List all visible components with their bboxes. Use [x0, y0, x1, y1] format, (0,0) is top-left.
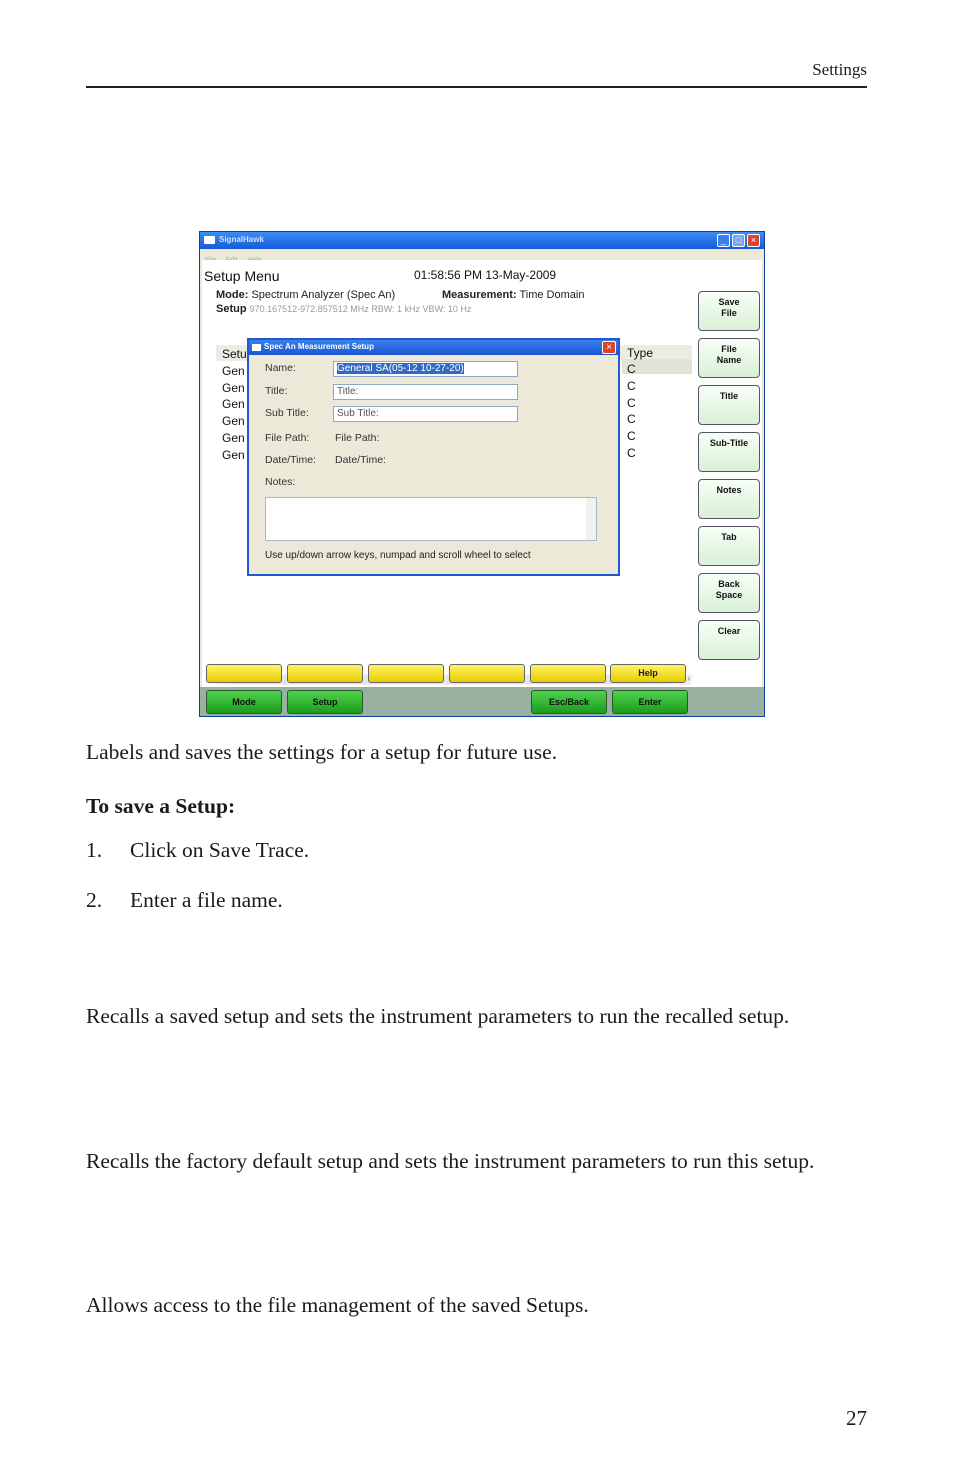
mode-label: Mode: [216, 289, 249, 301]
file-management-description: Allows access to the file management of the saved Setups. [86, 1293, 589, 1317]
dialog-icon [252, 344, 261, 351]
date-time-value: Date/Time: [335, 454, 386, 466]
soft-button-3[interactable] [368, 664, 444, 683]
dialog-close-icon[interactable]: × [602, 341, 616, 354]
menu-bar [200, 249, 764, 260]
type-cell: C [627, 412, 636, 427]
softkey-label-1: Clear [717, 626, 741, 636]
clock: 01:58:56 PM 13-May-2009 [414, 268, 557, 282]
dialog-hint: Use up/down arrow keys, numpad and scroll wheel to select [265, 550, 531, 561]
softkey-label-2: File [721, 308, 737, 318]
soft-button-2[interactable] [287, 664, 363, 683]
notes-scrollbar[interactable] [586, 498, 596, 540]
default-description: Recalls the factory default setup and sets the instrument parameters to run this setup. [86, 1149, 815, 1173]
save-description: Labels and saves the settings for a setup for future use. [86, 740, 558, 764]
file-path-value: File Path: [335, 432, 380, 444]
softkey-label-1: File [721, 344, 737, 354]
type-cell: C [627, 362, 636, 376]
setup-button[interactable]: Setup [287, 690, 363, 714]
recall-description: Recalls a saved setup and sets the instrument parameters to run the recalled setup. [86, 1004, 790, 1028]
title-field[interactable]: Title: [333, 384, 518, 400]
step-1 [86, 836, 866, 865]
softkey-label-1: Save [718, 297, 740, 307]
measurement-setup-dialog [247, 338, 620, 576]
window-titlebar [200, 232, 764, 249]
softkey-label-1: Sub-Title [709, 438, 749, 448]
clear-button[interactable] [698, 620, 760, 660]
mode-line [216, 289, 395, 301]
type-cell: C [627, 378, 636, 393]
step-2 [86, 886, 866, 915]
tab-button[interactable] [698, 526, 760, 566]
section-title: Settings [812, 60, 867, 79]
save-file-button[interactable] [698, 291, 760, 331]
softkey-label-1: Title [719, 391, 739, 401]
step-text: Click on Save Trace. [130, 838, 310, 862]
softkey-label-2: Name [716, 355, 742, 365]
list-item[interactable]: Gen [222, 447, 245, 462]
date-time-label: Date/Time: [265, 454, 316, 466]
type-column [627, 361, 636, 462]
list-item[interactable]: Gen [222, 380, 245, 395]
measurement-label: Measurement: [442, 289, 517, 301]
app-area [202, 260, 762, 687]
soft-button-5[interactable] [530, 664, 606, 683]
window-title: SignalHawk [219, 235, 264, 244]
notes-button[interactable] [698, 479, 760, 519]
soft-button-1[interactable] [206, 664, 282, 683]
list-item[interactable]: Gen [222, 414, 245, 429]
step-number: 1. [86, 838, 103, 862]
subtitle-field[interactable]: Sub Title: [333, 406, 518, 422]
notes-textarea[interactable] [265, 497, 597, 541]
softkey-label-1: Notes [716, 485, 742, 495]
soft-button-4[interactable] [449, 664, 525, 683]
subtitle-label: Sub Title: [265, 407, 309, 419]
setup-list [222, 346, 247, 464]
title-label: Title: [265, 385, 288, 397]
step-text: Enter a file name. [130, 888, 283, 912]
name-field[interactable] [333, 361, 518, 377]
maximize-icon[interactable]: □ [732, 234, 745, 247]
title-button[interactable] [698, 385, 760, 425]
esc-back-button[interactable]: Esc/Back [531, 690, 607, 714]
setup-line [216, 303, 471, 315]
file-path-label: File Path: [265, 432, 310, 444]
close-icon[interactable]: × [747, 234, 760, 247]
procedure-heading: To save a Setup: [86, 794, 236, 818]
notes-label: Notes: [265, 476, 296, 488]
app-icon [204, 236, 215, 244]
measurement-line [442, 289, 584, 301]
list-header: Setu [222, 347, 247, 361]
softkey-label-1: Back [718, 579, 740, 589]
list-item[interactable]: Gen [222, 363, 245, 378]
dialog-titlebar [249, 340, 618, 355]
back-space-button[interactable] [698, 573, 760, 613]
file-name-button[interactable] [698, 338, 760, 378]
setup-menu-title: Setup Menu [204, 268, 280, 284]
setup-menu-screenshot [199, 231, 765, 717]
type-cell: C [627, 395, 636, 410]
setup-value: 970.167512-972.857512 MHz RBW: 1 kHz VBW: 10 Hz [249, 304, 472, 314]
setup-label: Setup [216, 303, 247, 315]
softkey-label-2: Space [715, 590, 743, 600]
name-label: Name: [265, 362, 296, 374]
page-header [86, 60, 867, 88]
softkey-label-1: Tab [721, 532, 737, 542]
help-button[interactable]: Help [610, 664, 686, 683]
enter-button[interactable]: Enter [612, 690, 688, 714]
mode-button[interactable]: Mode [206, 690, 282, 714]
type-header: Type [627, 346, 654, 360]
measurement-value: Time Domain [519, 289, 585, 301]
name-value: General SA(05-12 10-27-20) [337, 363, 464, 374]
type-cell: C [627, 429, 636, 444]
list-item[interactable]: Gen [222, 397, 245, 412]
step-number: 2. [86, 888, 103, 912]
type-cell: C [627, 445, 636, 460]
list-item[interactable]: Gen [222, 430, 245, 445]
mode-value: Spectrum Analyzer (Spec An) [251, 289, 396, 301]
sub-title-button[interactable] [698, 432, 760, 472]
dialog-title: Spec An Measurement Setup [264, 342, 374, 351]
minimize-icon[interactable]: _ [717, 234, 730, 247]
page-number: 27 [846, 1406, 867, 1430]
scroll-right-icon[interactable]: › [687, 674, 690, 683]
